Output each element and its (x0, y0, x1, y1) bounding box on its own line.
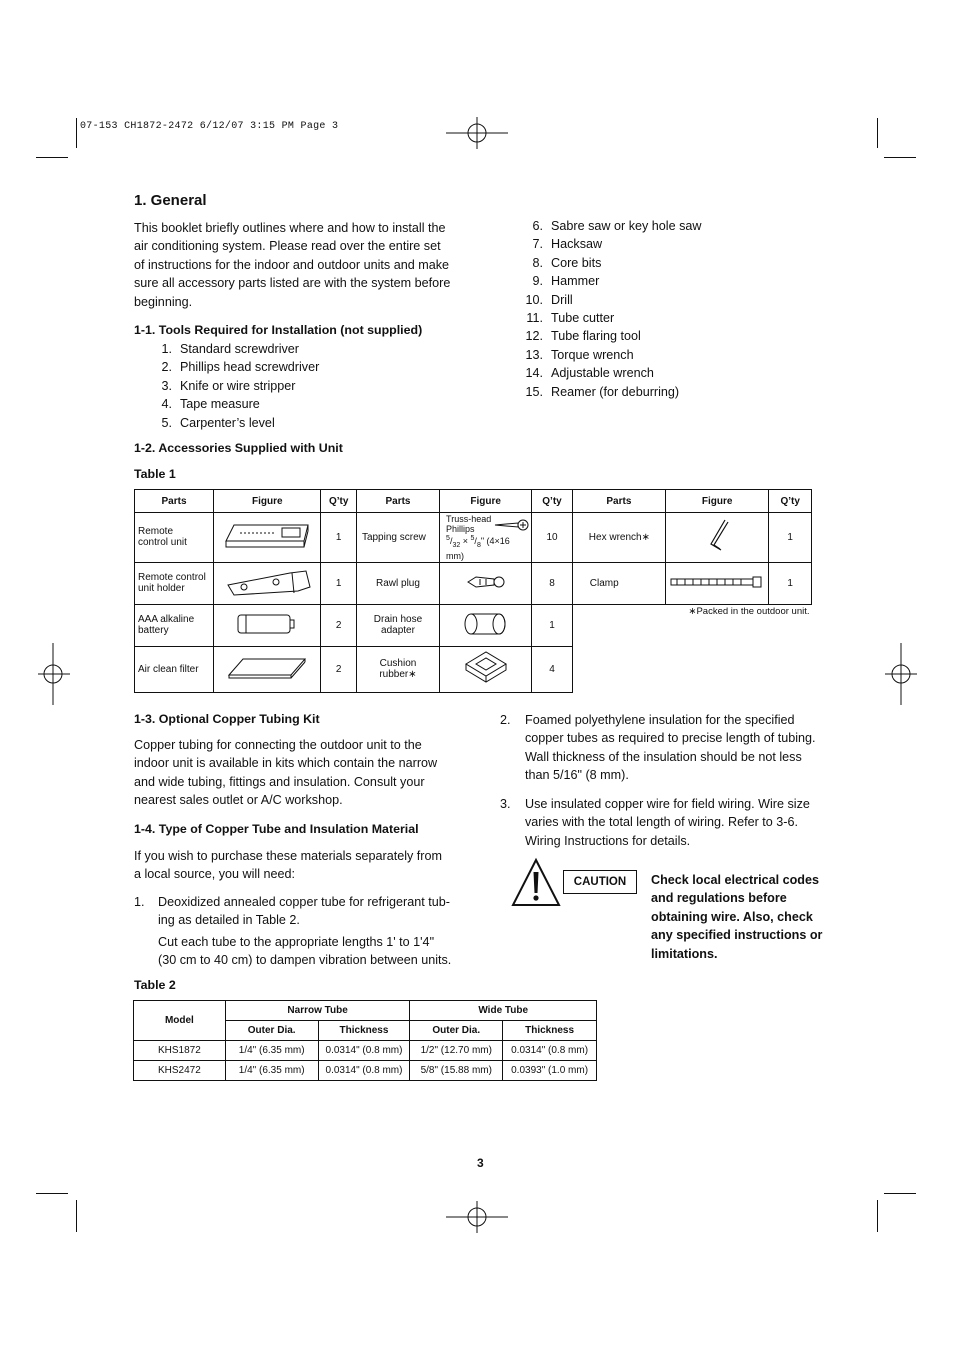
table-row: Air clean filter 2 Cushion rubber∗ 4 (135, 646, 812, 692)
tube-item-1-note: Cut each tube to the appropriate lengths 1' to 1'4" (30 cm to 40 cm) to dampen vibration between units. (158, 935, 452, 968)
copper-kit-paragraph: Copper tubing for connecting the outdoor unit to the indoor unit is available in kits which contain the narrow and wide tubing, fittings and insulation. Consult your nearest sales outlet or A/C workshop. (134, 738, 438, 808)
table-header-row: Parts Figure Q’ty Parts Figure Q’ty Parts Figure Q’ty (135, 490, 812, 513)
list-item: 10. Drill (525, 292, 573, 307)
list-item: 14. Adjustable wrench (525, 366, 654, 381)
accessories-table (134, 489, 812, 693)
page-number: 3 (477, 1156, 484, 1170)
table2-label: Table 2 (134, 978, 176, 992)
air-filter-figure (225, 655, 309, 681)
table-row: AAA alkaline battery 2 Drain hose adapter 1 ∗Packed in the outdoor unit. (135, 604, 812, 646)
table-row: KHS1872 1/4" (6.35 mm) 0.0314" (0.8 mm) 1/2" (12.70 mm) 0.0314" (0.8 mm) (134, 1041, 597, 1061)
hex-wrench-figure (697, 518, 737, 554)
list-item: 3. Knife or wire stripper (161, 378, 296, 393)
remote-holder-figure (220, 565, 314, 599)
table-header-row: Model Narrow Tube Wide Tube (134, 1001, 597, 1021)
list-item: 4. Tape measure (161, 397, 260, 412)
tools-heading: 1-1. Tools Required for Installation (not supplied) (134, 323, 423, 337)
table-row: KHS2472 1/4" (6.35 mm) 0.0314" (0.8 mm) 5/8" (15.88 mm) 0.0393" (1.0 mm) (134, 1061, 597, 1081)
list-item: 2. Phillips head screwdriver (161, 360, 320, 375)
copper-kit-heading: 1-3. Optional Copper Tubing Kit (134, 712, 320, 726)
list-item: 11. Tube cutter (526, 311, 615, 326)
table-row: Remote control unit 1 Tapping screw Truss-head Phillips $^5/_{32} \times ^5/_8$" (4×16 mm) 10 Hex wrench∗ 1 (135, 513, 812, 563)
packed-footnote: ∗Packed in the outdoor unit. (572, 604, 811, 692)
tube-spec-table (133, 1000, 597, 1081)
remote-control-figure (220, 521, 314, 551)
drain-hose-adapter-figure (459, 608, 513, 640)
warning-triangle-icon (510, 857, 562, 909)
list-item: 6. Sabre saw or key hole saw (532, 219, 702, 233)
list-item: 8. Core bits (532, 255, 602, 270)
list-item: 1. Standard screwdriver (161, 342, 299, 356)
battery-figure (232, 611, 302, 637)
list-item: 5. Carpenter’s level (161, 415, 275, 430)
tube-item-3-num: 3. (500, 797, 511, 811)
screw-figure (494, 518, 530, 532)
intro-paragraph: This booklet briefly outlines where and how to install the air conditioning system. Please read over the entire set of instructions for the indoor and outdoor units and make sure all accessory parts listed are with the system before beginning. (134, 221, 451, 309)
accessories-heading: 1-2. Accessories Supplied with Unit (134, 441, 343, 455)
tools-list-left (134, 340, 319, 432)
tube-item-3-text: Use insulated copper wire for field wiring. Wire size varies with the total length of wiring. Refer to 3-6. Wiring Instructions for details. (525, 797, 810, 848)
list-item: 12. Tube flaring tool (525, 329, 641, 344)
tools-list-right (500, 217, 702, 401)
tube-item-1-num: 1. (134, 895, 145, 909)
table-header-row: Outer Dia. Thickness Outer Dia. Thickness (134, 1021, 597, 1041)
cushion-rubber-figure (462, 648, 510, 688)
caution-label: CAUTION (563, 870, 637, 894)
table1-label: Table 1 (134, 467, 176, 481)
list-item: 13. Torque wrench (525, 347, 634, 362)
section-title: 1. General (134, 192, 207, 209)
caution-text: Check local electrical codes and regulations before obtaining wire. Also, check any specified instructions or limitations. (651, 873, 823, 961)
table-row: Remote control unit holder 1 Rawl plug 8 Clamp 1 (135, 562, 812, 604)
rawl-plug-figure (466, 572, 506, 592)
list-item: 15. Reamer (for deburring) (525, 384, 680, 399)
list-item: 7. Hacksaw (532, 237, 603, 252)
tube-item-2-num: 2. (500, 713, 511, 727)
tube-type-heading: 1-4. Type of Copper Tube and Insulation Material (134, 822, 419, 836)
tube-type-intro: If you wish to purchase these materials separately from a local source, you will need: (134, 849, 442, 882)
list-item: 9. Hammer (532, 274, 600, 289)
tube-item-1-text: Deoxidized annealed copper tube for refrigerant tub- ing as detailed in Table 2. (158, 895, 450, 928)
clamp-figure (669, 573, 765, 591)
print-header: 07-153 CH1872-2472 6/12/07 3:15 PM Page 3 (80, 121, 339, 132)
tube-item-2-text: Foamed polyethylene insulation for the specified copper tubes as required to precise length of tubing. Wall thickness of the insulation should be not less than 5/16" (8 mm). (525, 713, 816, 783)
